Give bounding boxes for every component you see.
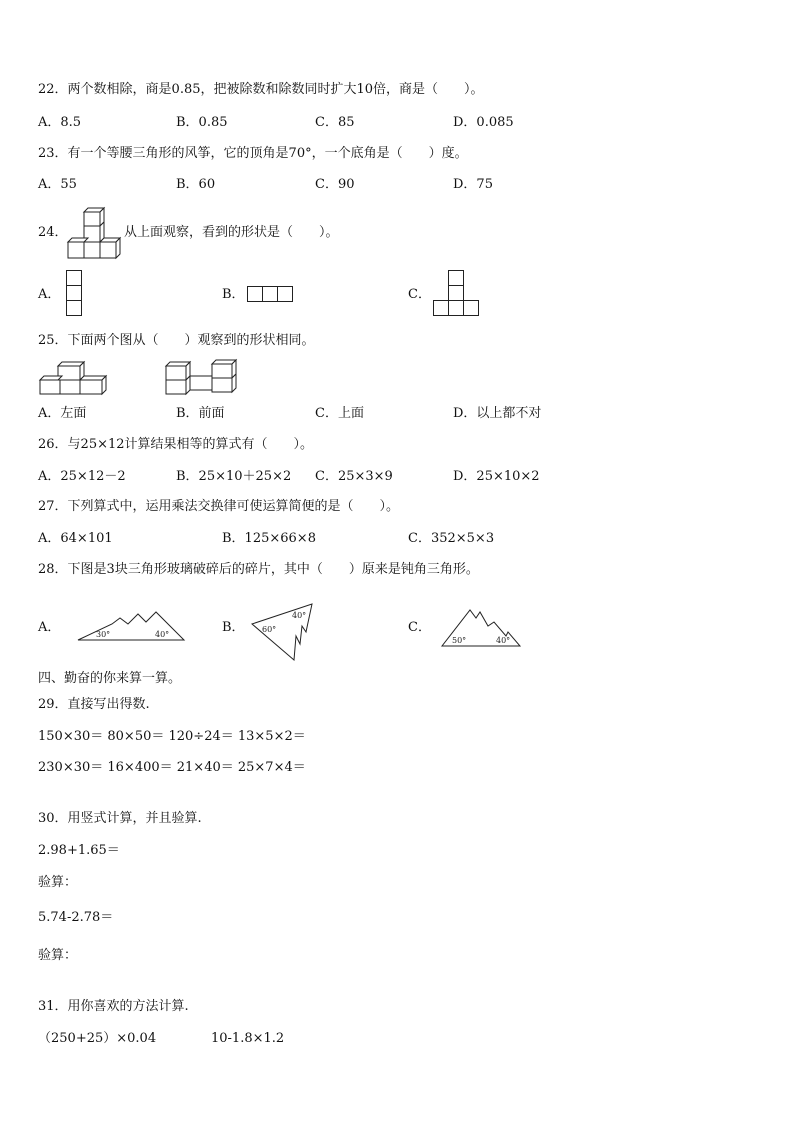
q28-stem: 28．下图是3块三角形玻璃破碎后的碎片，其中（ ）原来是钝角三角形。 — [38, 562, 479, 577]
q25-stem: 25．下面两个图从（ ）观察到的形状相同。 — [38, 333, 315, 348]
q25-option-b: B．前面 — [176, 406, 225, 421]
q30-stem: 30．用竖式计算，并且验算. — [38, 811, 202, 826]
q22-option-a: A．8.5 — [38, 115, 82, 130]
q24-stem: 从上面观察，看到的形状是（ ）。 — [124, 225, 339, 240]
q28-c-angle-left: 50° — [452, 636, 467, 645]
q24-option-c: C． — [408, 287, 431, 302]
q24-cube-figure — [66, 206, 124, 260]
q25-option-d: D．以上都不对 — [453, 406, 542, 421]
q31-expression-1: （250+25）×0.04 — [38, 1031, 157, 1046]
q26-option-c: C．25×3×9 — [315, 469, 393, 484]
q30-expression-2: 5.74-2.78＝ — [38, 910, 114, 925]
q23-option-b: B．60 — [176, 177, 216, 192]
q30-check-1: 验算： — [38, 875, 78, 890]
q26-option-a: A．25×12－2 — [38, 469, 126, 484]
q24-option-b-figure — [247, 286, 295, 302]
q28-a-angle-right: 40° — [155, 630, 170, 639]
q23-option-d: D．75 — [453, 177, 493, 192]
q31-expression-2: 10-1.8×1.2 — [211, 1031, 285, 1046]
q27-option-a: A．64×101 — [38, 531, 113, 546]
q27-stem: 27．下列算式中，运用乘法交换律可使运算简便的是（ ）。 — [38, 499, 400, 514]
q22-option-b: B．0.85 — [176, 115, 228, 130]
q24-option-a-figure — [66, 270, 82, 318]
q23-stem: 23．有一个等腰三角形的风筝，它的顶角是70°，一个底角是（ ）度。 — [38, 146, 468, 161]
q25-figure-left — [38, 360, 110, 396]
q27-option-c: C．352×5×3 — [408, 531, 495, 546]
q25-figure-right — [164, 358, 242, 396]
q25-option-c: C．上面 — [315, 406, 364, 421]
q30-expression-1: 2.98+1.65＝ — [38, 843, 120, 858]
q23-option-c: C．90 — [315, 177, 355, 192]
q29-row-1: 150×30＝ 80×50＝ 120÷24＝ 13×5×2＝ — [38, 729, 306, 744]
q22-option-d: D．0.085 — [453, 115, 514, 130]
q27-option-b: B．125×66×8 — [222, 531, 316, 546]
q29-stem: 29．直接写出得数. — [38, 697, 150, 712]
q28-option-c-triangle — [440, 608, 522, 648]
q31-stem: 31．用你喜欢的方法计算. — [38, 999, 189, 1014]
q29-row-2: 230×30＝ 16×400＝ 21×40＝ 25×7×4＝ — [38, 760, 306, 775]
q24-number: 24． — [38, 225, 68, 240]
q24-option-a: A． — [38, 287, 61, 302]
q28-b-angle-top: 40° — [292, 611, 307, 620]
q28-option-a: A． — [38, 620, 61, 635]
q26-stem: 26．与25×12计算结果相等的算式有（ ）。 — [38, 437, 314, 452]
q25-option-a: A．左面 — [38, 406, 87, 421]
q24-option-b: B． — [222, 287, 245, 302]
q30-check-2: 验算： — [38, 948, 78, 963]
section-4-heading: 四、勤奋的你来算一算。 — [38, 671, 182, 686]
q22-stem: 22．两个数相除，商是0.85，把被除数和除数同时扩大10倍，商是（ ）。 — [38, 82, 484, 97]
q26-option-b: B．25×10＋25×2 — [176, 469, 292, 484]
q28-option-c: C． — [408, 620, 431, 635]
q28-a-angle-left: 30° — [96, 630, 111, 639]
q24-option-c-figure — [433, 270, 481, 318]
q28-option-b: B． — [222, 620, 245, 635]
q26-option-d: D．25×10×2 — [453, 469, 540, 484]
q23-option-a: A．55 — [38, 177, 77, 192]
q22-option-c: C．85 — [315, 115, 355, 130]
q28-c-angle-right: 40° — [496, 636, 511, 645]
q28-option-a-triangle — [76, 608, 186, 642]
q28-option-b-triangle — [250, 602, 316, 662]
q28-b-angle-left: 60° — [262, 625, 277, 634]
